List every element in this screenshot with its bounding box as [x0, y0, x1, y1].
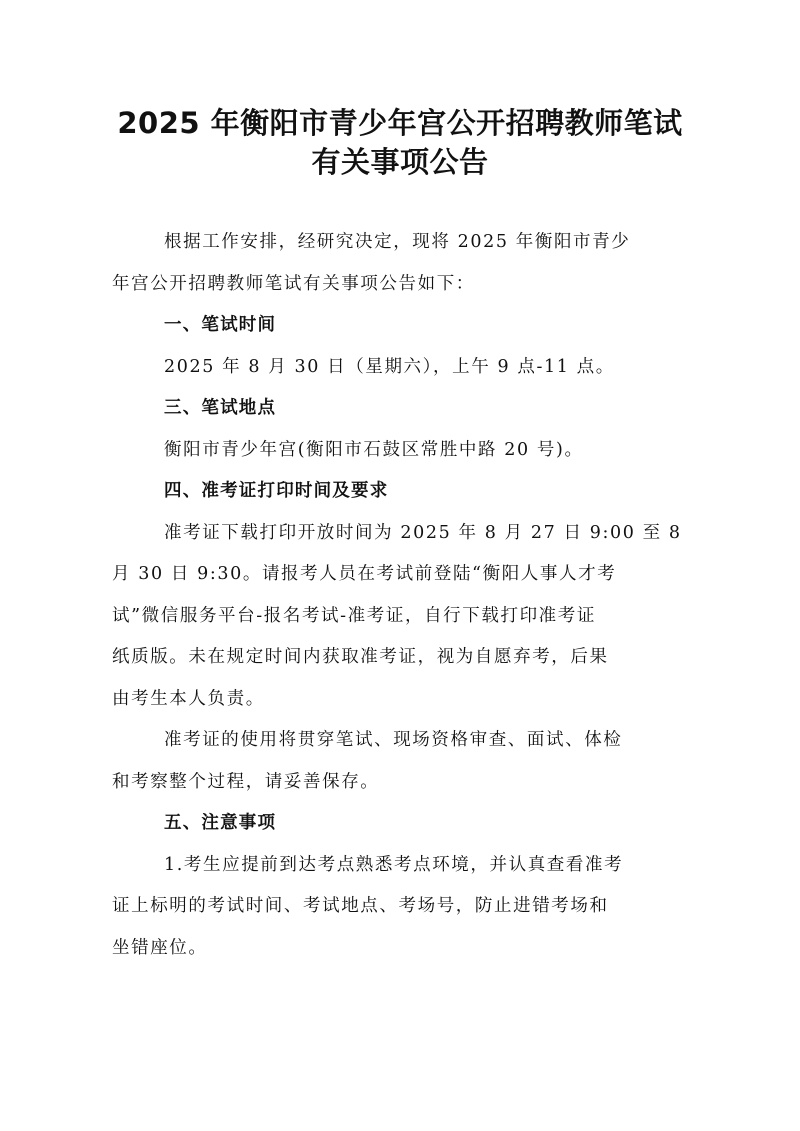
admission-ticket-paragraph-line-1: 准考证下载打印开放时间为 2025 年 8 月 27 日 9:00 至 8 — [164, 522, 682, 543]
exam-location-text: 衡阳市青少年宫(衡阳市石鼓区常胜中路 20 号)。 — [164, 439, 584, 460]
admission-ticket-paragraph-line-2: 月 30 日 9:30。请报考人员在考试前登陆“衡阳人事人才考 — [112, 564, 617, 584]
intro-paragraph-line-1: 根据工作安排，经研究决定，现将 2025 年衡阳市青少 — [164, 232, 631, 252]
admission-ticket-paragraph-line-4: 纸质版。未在规定时间内获取准考证，视为自愿弃考，后果 — [112, 647, 609, 667]
document-title-line-1: 2025 年衡阳市青少年宫公开招聘教师笔试 — [117, 106, 683, 140]
section-heading-admission-ticket: 四、准考证打印时间及要求 — [164, 481, 389, 501]
admission-ticket-paragraph-line-5: 由考生本人负责。 — [112, 688, 265, 709]
section-heading-exam-time: 一、笔试时间 — [164, 315, 277, 335]
document-title-line-2: 有关事项公告 — [311, 145, 489, 179]
ticket-usage-paragraph-line-2: 和考察整个过程，请妥善保存。 — [112, 771, 380, 792]
document-body — [112, 222, 692, 969]
admission-ticket-paragraph-line-3: 试”微信服务平台-报名考试-准考证，自行下载打印准考证 — [112, 605, 596, 626]
notes-item-1-line-2: 证上标明的考试时间、考试地点、考场号，防止进错考场和 — [112, 896, 609, 916]
ticket-usage-paragraph-line-1: 准考证的使用将贯穿笔试、现场资格审查、面试、体检 — [164, 730, 623, 750]
exam-time-text: 2025 年 8 月 30 日（星期六），上午 9 点-11 点。 — [164, 356, 615, 377]
section-heading-notes: 五、注意事项 — [164, 813, 277, 833]
notes-item-1-line-3: 坐错座位。 — [112, 937, 208, 958]
intro-paragraph-line-2: 年宫公开招聘教师笔试有关事项公告如下： — [112, 273, 475, 294]
section-heading-exam-location: 三、笔试地点 — [164, 398, 277, 418]
notes-item-1-line-1: 1.考生应提前到达考点熟悉考点环境，并认真查看准考 — [164, 854, 624, 875]
